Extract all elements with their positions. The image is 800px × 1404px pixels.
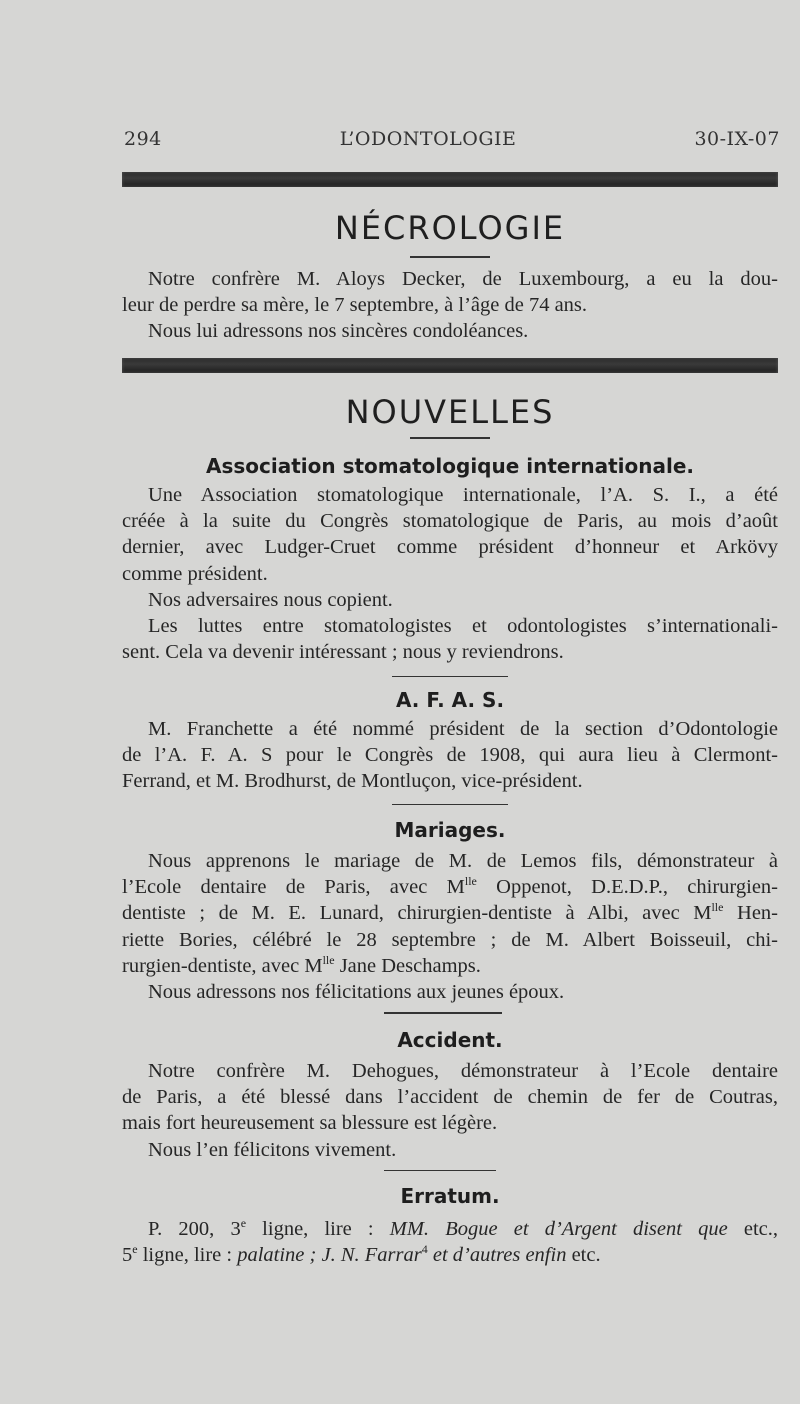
text-line: Les luttes entre stomatologistes et odontologistes s’internationali- — [148, 615, 778, 638]
text-line: dentiste ; de M. E. Lunard, chirurgien-dentiste à Albi, avec $M^{lle}$ Hen- — [122, 900, 779, 925]
text-line: riette Bories, célébré le 28 septembre ; de M. Albert Boisseuil, chi- — [122, 928, 778, 951]
text-line: P. 200, 3e ligne, lire : MM. Bogue et d’Argent disent que etc., — [148, 1216, 778, 1240]
text-line: l’Ecole dentaire de Paris, avec $M^{lle}$ Oppenot, D.E.D.P., chirurgien- — [122, 874, 779, 899]
separator-rule — [392, 676, 508, 677]
text-line: Notre confrère M. Aloys Decker, de Luxembourg, a eu la dou- — [148, 268, 778, 290]
issue-date: 30-IX-07 — [694, 128, 780, 150]
subsection-title-erratum: Erratum. — [400, 1184, 500, 1208]
journal-title: L’ODONTOLOGIE — [339, 128, 517, 150]
subsection-title-accident: Accident. — [397, 1028, 503, 1052]
text-line: de Paris, a été blessé dans l’accident de chemin de fer de Coutras, — [122, 1086, 778, 1109]
separator-rule — [384, 1170, 496, 1171]
text-line: Nous l’en félicitons vivement. — [148, 1138, 397, 1161]
subsection-title-mariages: Mariages. — [394, 818, 506, 842]
text-line: de l’A. F. A. S pour le Congrès de 1908, qui aura lieu à Clermont- — [122, 744, 778, 767]
text-line: Notre confrère M. Dehogues, démonstrateur à l’Ecole dentaire — [148, 1060, 778, 1082]
text-line: Nous lui adressons nos sincères condoléances. — [148, 320, 529, 343]
section-title-necrologie: NÉCROLOGIE — [334, 209, 566, 247]
title-underline — [410, 256, 490, 258]
text-line: Nous apprenons le mariage de M. de Lemos fils, démonstrateur à — [148, 850, 778, 872]
text-line: créée à la suite du Congrès stomatologique de Paris, au mois d’août — [122, 510, 778, 533]
necrologie-paragraph — [122, 266, 778, 345]
running-header — [124, 128, 780, 150]
subsection-title-association: Association stomatologique internationale. — [205, 454, 694, 478]
subsection-title-afas: A. F. A. S. — [395, 688, 505, 712]
ornamental-rule-middle — [122, 358, 778, 373]
separator-rule — [384, 1012, 502, 1014]
text-line: 5e ligne, lire : palatine ; J. N. Farrar$^4$ et d’autres enfin etc. — [122, 1242, 601, 1267]
text-line: rurgien-dentiste, avec $M^{lle}$ Jane Deschamps. — [122, 952, 481, 977]
afas-paragraph — [122, 716, 778, 795]
text-line: Ferrand, et M. Brodhurst, de Montluçon, vice-président. — [122, 770, 583, 793]
text-line: comme président. — [122, 562, 268, 585]
accident-paragraph — [122, 1058, 778, 1163]
text-line: dernier, avec Ludger-Cruet comme président d’honneur et Arkövy — [122, 536, 778, 559]
erratum-paragraph — [122, 1216, 778, 1268]
text-line: Nos adversaires nous copient. — [148, 588, 393, 611]
text-line: Nous adressons nos félicitations aux jeunes époux. — [148, 981, 565, 1004]
page-number: 294 — [124, 128, 162, 150]
text-line: sent. Cela va devenir intéressant ; nous y reviendrons. — [122, 641, 564, 664]
separator-rule — [392, 804, 508, 805]
title-underline — [410, 437, 490, 439]
mariages-paragraph — [122, 848, 778, 1005]
text-line: mais fort heureusement sa blessure est légère. — [122, 1112, 498, 1135]
text-line: M. Franchette a été nommé président de la section d’Odontologie — [148, 718, 778, 740]
ornamental-rule-top — [122, 172, 778, 187]
text-line: leur de perdre sa mère, le 7 septembre, à l’âge de 74 ans. — [122, 294, 588, 317]
text-line: Une Association stomatologique internationale, l’A. S. I., a été — [148, 484, 778, 506]
association-paragraph — [122, 482, 778, 665]
section-title-nouvelles: NOUVELLES — [345, 393, 555, 431]
